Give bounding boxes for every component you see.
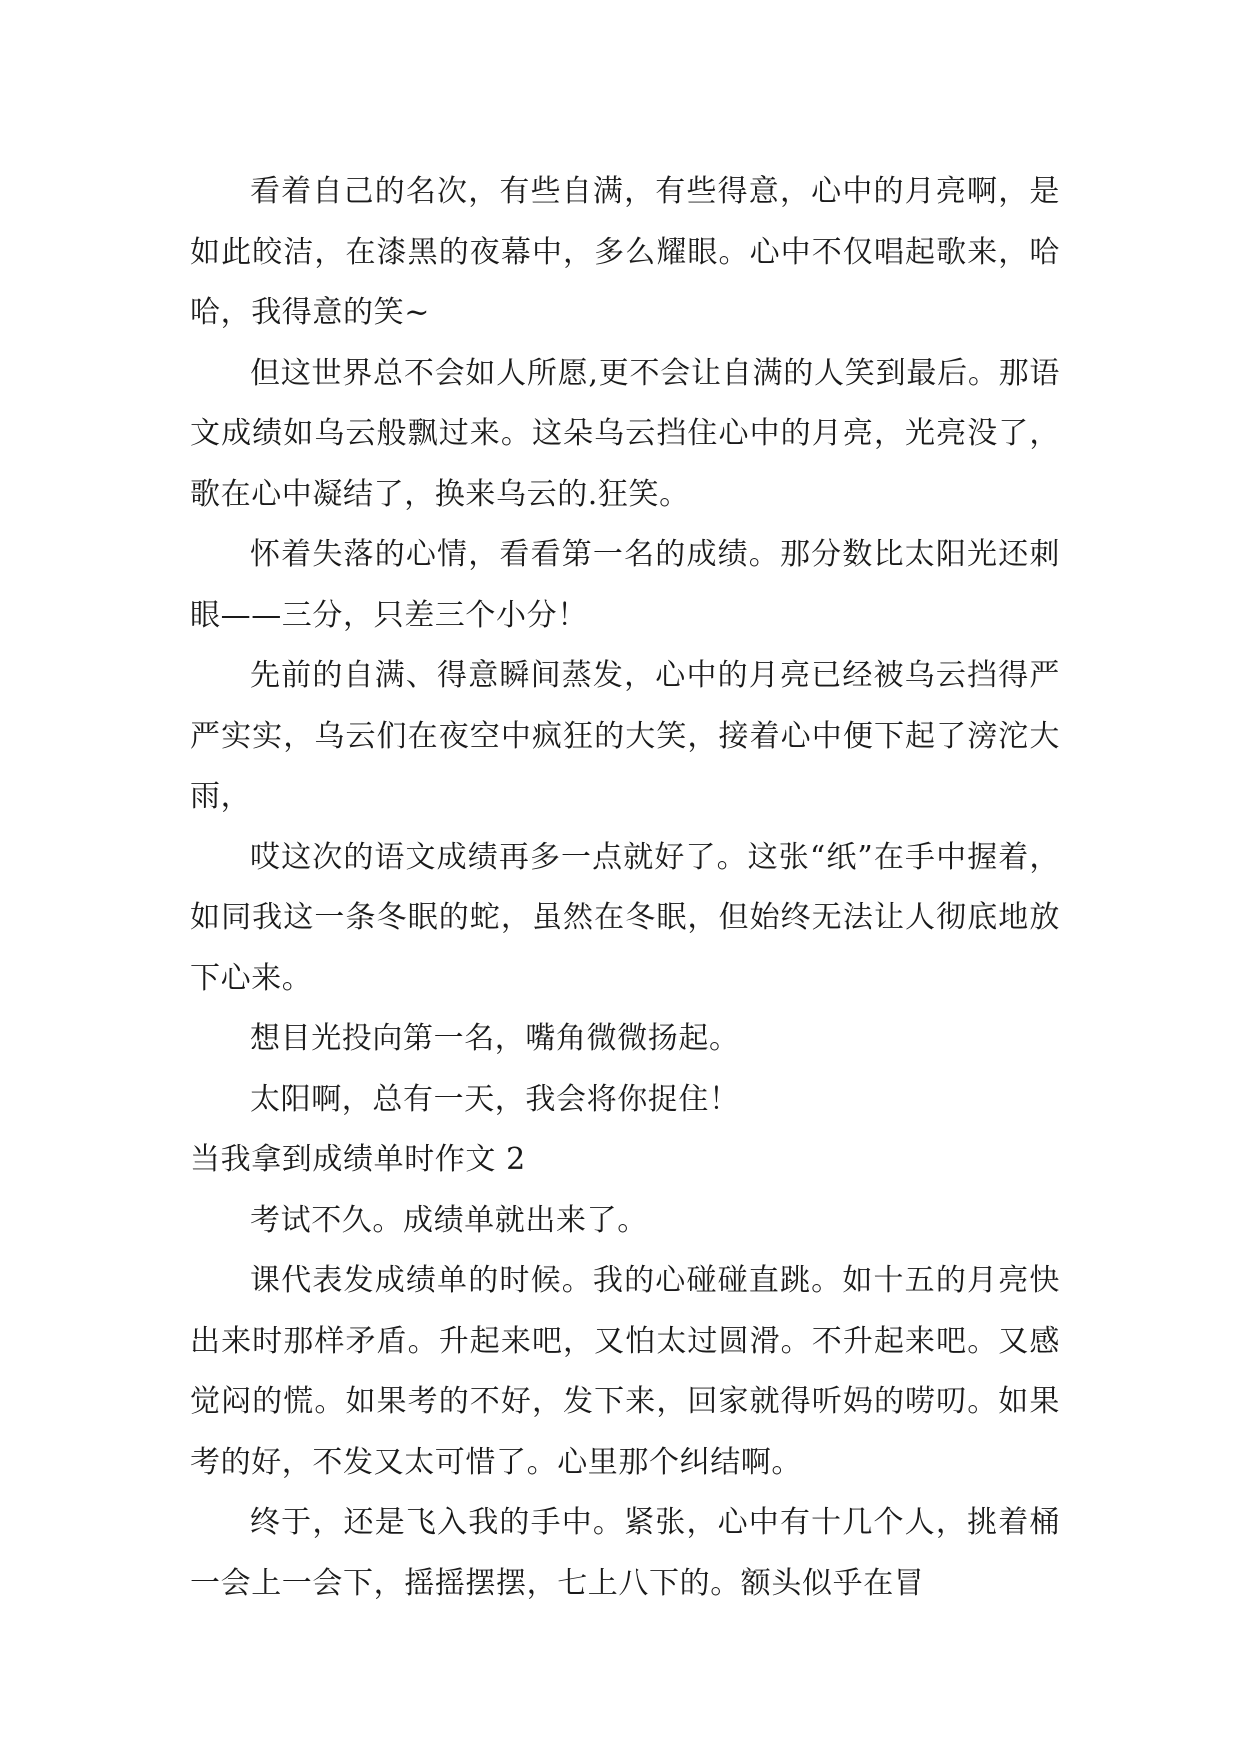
paragraph: 哎这次的语文成绩再多一点就好了。这张“纸”在手中握着，如同我这一条冬眠的蛇，虽然在冬眠，但始终无法让人彻底地放下心来。 <box>190 839 1060 996</box>
paragraph: 课代表发成绩单的时候。我的心碰碰直跳。如十五的月亮快出来时那样矛盾。升起来吧，又怕太过圆滑。不升起来吧。又感觉闷的慌。如果考的不好，发下来，回家就得听妈的唠叨。如果考的好，不发又太可惜了。心里那个纠结啊。 <box>190 1263 1060 1480</box>
paragraph: 看着自己的名次，有些自满，有些得意，心中的月亮啊，是如此皎洁，在漆黑的夜幕中，多么耀眼。心中不仅唱起歌来，哈哈，我得意的笑~ <box>190 174 1060 330</box>
paragraph: 但这世界总不会如人所愿,更不会让自满的人笑到最后。那语文成绩如乌云般飘过来。这朵乌云挡住心中的月亮，光亮没了，歌在心中凝结了，换来乌云的.狂笑。 <box>190 355 1060 512</box>
paragraph: 想目光投向第一名，嘴角微微扬起。 <box>250 1021 740 1056</box>
paragraph: 怀着失落的心情，看看第一名的成绩。那分数比太阳光还刺眼——三分，只差三个小分！ <box>190 537 1060 633</box>
section-heading: 当我拿到成绩单时作文 2 <box>190 1142 526 1177</box>
paragraph: 太阳啊，总有一天，我会将你捉住！ <box>250 1081 740 1117</box>
document-body <box>190 162 1060 1614</box>
paragraph: 终于，还是飞入我的手中。紧张，心中有十几个人，挑着桶一会上一会下，摇摇摆摆，七上八下的。额头似乎在冒 <box>190 1505 1060 1601</box>
paragraph: 考试不久。成绩单就出来了。 <box>250 1202 648 1238</box>
paragraph: 先前的自满、得意瞬间蒸发，心中的月亮已经被乌云挡得严严实实，乌云们在夜空中疯狂的大笑，接着心中便下起了滂沱大雨， <box>190 658 1060 814</box>
